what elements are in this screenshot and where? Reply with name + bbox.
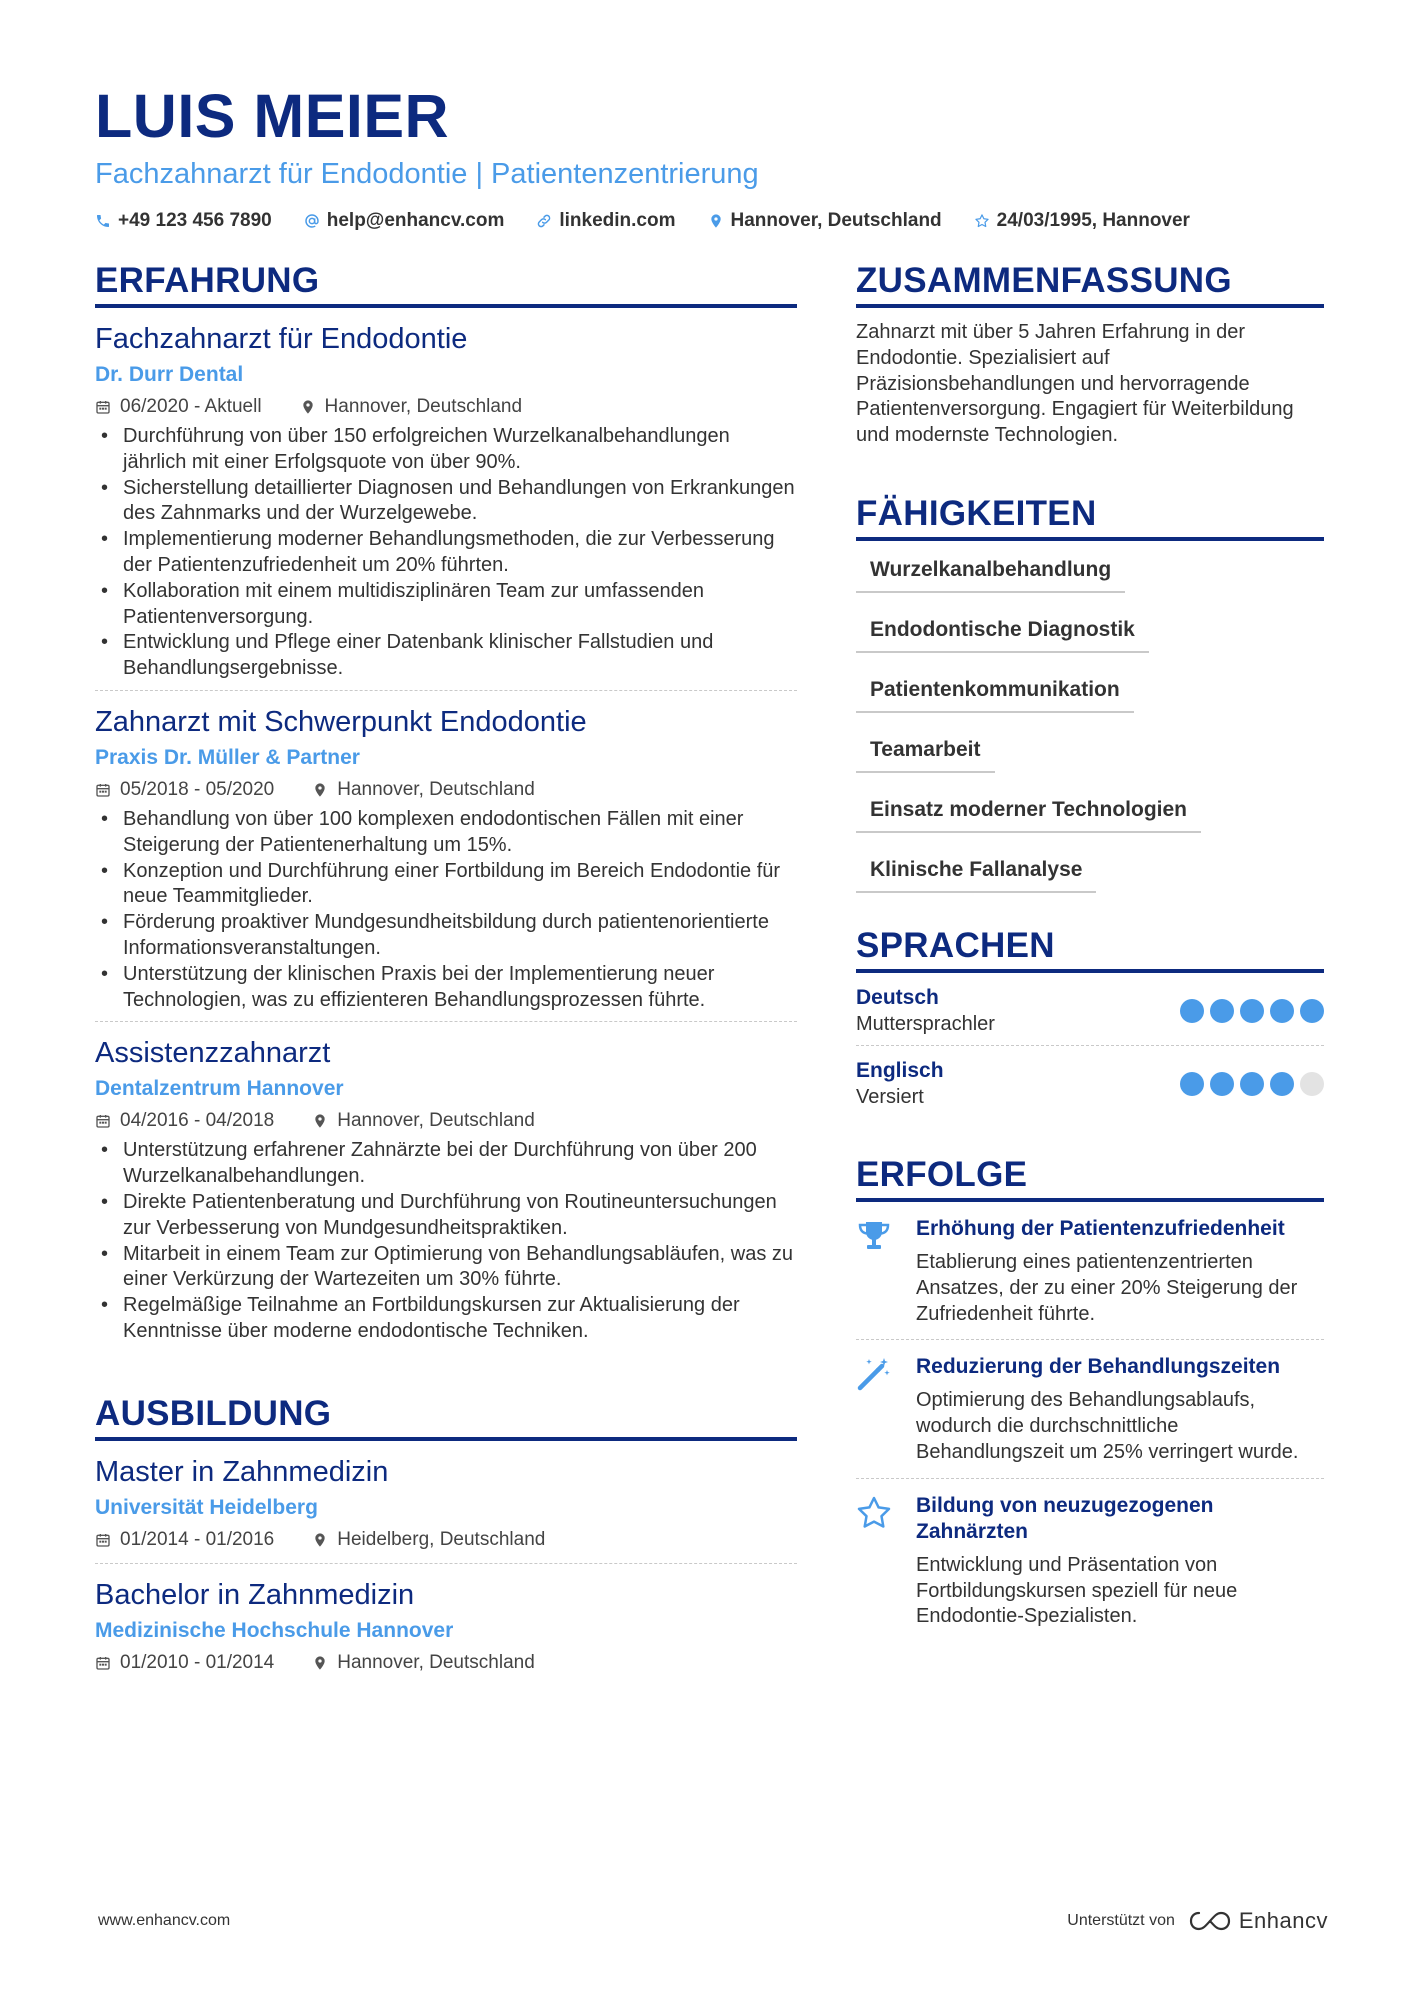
bullet: • Regelmäßige Teilnahme an Fortbildungskursen zur Aktualisierung der Kenntnisse über moderne endodontische Techniken. xyxy=(95,1293,797,1345)
birth-text: 24/03/1995, Hannover xyxy=(996,210,1190,231)
powered-by-label: Unterstützt von xyxy=(1067,1912,1175,1929)
education-meta xyxy=(95,1650,797,1676)
bullet: • Direkte Patientenberatung und Durchführung von Routineuntersuchungen zur Verbesserung von Mundgesundheitspraktiken. xyxy=(95,1190,797,1242)
education-location: Hannover, Deutschland xyxy=(337,1651,535,1673)
location-pin-icon xyxy=(312,1113,328,1129)
job-bullets xyxy=(95,424,797,682)
proficiency-dot-filled xyxy=(1300,999,1324,1023)
bullet: • Entwicklung und Pflege einer Datenbank klinischer Fallstudien und Behandlungsergebnisse. xyxy=(95,630,797,682)
skill-tag: Endodontische Diagnostik xyxy=(856,617,1149,653)
email-text: help@enhancv.com xyxy=(326,210,505,231)
bullet: • Unterstützung erfahrener Zahnärzte bei der Durchführung von über 200 Wurzelkanalbehandlungen. xyxy=(95,1138,797,1190)
experience-item xyxy=(95,308,797,691)
job-dates: 04/2016 - 04/2018 xyxy=(120,1110,275,1132)
skill-tag: Einsatz moderner Technologien xyxy=(856,797,1201,833)
job-bullets xyxy=(95,807,797,1013)
proficiency-dots xyxy=(1174,1072,1324,1096)
achievement-description: Etablierung eines patientenzentrierten Ansatzes, der zu einer 20% Steigerung der Zufriedenheit führte. xyxy=(916,1250,1298,1325)
calendar-icon xyxy=(95,1655,111,1671)
experience-heading: ERFAHRUNG xyxy=(95,260,797,308)
proficiency-dots xyxy=(1174,999,1324,1023)
degree-title: Master in Zahnmedizin xyxy=(95,1455,389,1488)
education-meta xyxy=(95,1527,797,1553)
contact-location xyxy=(708,210,942,232)
enhancv-logo-icon xyxy=(1187,1909,1233,1933)
language-name: Englisch xyxy=(856,1058,944,1082)
languages-heading: SPRACHEN xyxy=(856,925,1324,973)
bullet: • Konzeption und Durchführung einer Fortbildung im Bereich Endodontie für neue Teammitglieder. xyxy=(95,859,797,911)
company-name: Dentalzentrum Hannover xyxy=(95,1077,344,1101)
achievement-description: Optimierung des Behandlungsablaufs, wodurch die durchschnittliche Behandlungszeit um 25% verringert wurde. xyxy=(916,1389,1299,1463)
language-level: Muttersprachler xyxy=(856,1012,995,1035)
proficiency-dot-empty xyxy=(1300,1072,1324,1096)
location-pin-icon xyxy=(708,213,724,229)
bullet: • Förderung proaktiver Mundgesundheitsbildung durch patientenorientierte Informationsveranstaltungen. xyxy=(95,910,797,962)
education-item xyxy=(95,1564,797,1686)
bullet: • Implementierung moderner Behandlungsmethoden, die zur Verbesserung der Patientenzufriedenheit um 20% führten. xyxy=(95,527,797,579)
phone-text: +49 123 456 7890 xyxy=(118,210,272,231)
education-heading: AUSBILDUNG xyxy=(95,1393,797,1441)
bullet: • Unterstützung der klinischen Praxis bei der Implementierung neuer Technologien, was zu effizienteren Behandlungsprozessen führte. xyxy=(95,962,797,1014)
achievement-description: Entwicklung und Präsentation von Fortbildungskursen speziell für neue Endodontie-Spezialisten. xyxy=(916,1553,1238,1628)
calendar-icon xyxy=(95,1113,111,1129)
proficiency-dot-filled xyxy=(1270,999,1294,1023)
calendar-icon xyxy=(95,1532,111,1548)
powered-by xyxy=(1067,1908,1328,1934)
company-name: Praxis Dr. Müller & Partner xyxy=(95,745,360,769)
job-title: Fachzahnarzt für Endodontie xyxy=(95,323,468,355)
proficiency-dot-filled xyxy=(1240,1072,1264,1096)
brand-name: Enhancv xyxy=(1238,1908,1328,1933)
location-text: Hannover, Deutschland xyxy=(730,210,942,231)
bullet: • Kollaboration mit einem multidisziplinären Team zur umfassenden Patientenversorgung. xyxy=(95,579,797,631)
achievement-title: Reduzierung der Behandlungszeiten xyxy=(916,1355,1281,1379)
link-icon xyxy=(536,213,552,229)
location-pin-icon xyxy=(300,399,316,415)
right-column xyxy=(856,260,1324,1642)
contact-birth xyxy=(974,210,1190,232)
trophy-icon xyxy=(856,1218,892,1254)
job-title: Assistenzzahnarzt xyxy=(95,1037,331,1070)
education-dates: 01/2010 - 01/2014 xyxy=(120,1651,275,1673)
language-item xyxy=(856,973,1324,1046)
job-dates: 06/2020 - Aktuell xyxy=(120,396,262,417)
linkedin-text: linkedin.com xyxy=(559,210,676,231)
magic-wand-icon xyxy=(856,1356,892,1392)
candidate-name: LUIS MEIER xyxy=(95,82,450,150)
brand-logo[interactable] xyxy=(1187,1908,1328,1934)
bullet: • Durchführung von über 150 erfolgreichen Wurzelkanalbehandlungen jährlich mit einer Erfolgsquote von über 90%. xyxy=(95,424,797,476)
education-dates: 01/2014 - 01/2016 xyxy=(120,1528,275,1550)
bullet: • Behandlung von über 100 komplexen endodontischen Fällen mit einer Steigerung der Patientenerhaltung um 15%. xyxy=(95,807,797,859)
location-pin-icon xyxy=(312,1532,328,1548)
footer-url[interactable]: www.enhancv.com xyxy=(98,1912,231,1929)
contact-email[interactable] xyxy=(304,210,505,232)
calendar-icon xyxy=(95,782,111,798)
contact-linkedin[interactable] xyxy=(536,210,675,232)
contact-phone[interactable] xyxy=(95,210,272,232)
school-name: Universität Heidelberg xyxy=(95,1495,318,1519)
at-icon xyxy=(304,213,320,229)
page-footer xyxy=(98,1908,1328,1934)
star-outline-icon xyxy=(974,213,990,229)
proficiency-dot-filled xyxy=(1210,1072,1234,1096)
achievement-item xyxy=(856,1479,1324,1642)
proficiency-dot-filled xyxy=(1240,999,1264,1023)
skill-tag: Wurzelkanalbehandlung xyxy=(856,557,1125,593)
skills-list xyxy=(856,557,1324,917)
skill-tag: Patientenkommunikation xyxy=(856,677,1134,713)
language-level: Versiert xyxy=(856,1085,924,1108)
proficiency-dot-filled xyxy=(1210,999,1234,1023)
summary-heading: ZUSAMMENFASSUNG xyxy=(856,260,1324,308)
star-icon xyxy=(856,1495,892,1531)
job-dates: 05/2018 - 05/2020 xyxy=(120,778,275,800)
bullet: • Mitarbeit in einem Team zur Optimierung von Behandlungsabläufen, was zu einer Verkürzung der Wartezeiten um 30% führte. xyxy=(95,1242,797,1294)
experience-item xyxy=(95,1022,797,1352)
language-name: Deutsch xyxy=(856,985,939,1009)
job-bullets xyxy=(95,1138,797,1344)
proficiency-dot-filled xyxy=(1270,1072,1294,1096)
job-meta xyxy=(95,1108,797,1134)
education-item xyxy=(95,1441,797,1564)
skill-tag: Teamarbeit xyxy=(856,737,995,773)
language-item xyxy=(856,1046,1324,1118)
degree-title: Bachelor in Zahnmedizin xyxy=(95,1578,415,1611)
job-meta xyxy=(95,394,797,420)
job-title: Zahnarzt mit Schwerpunkt Endodontie xyxy=(95,705,587,738)
skills-heading: FÄHIGKEITEN xyxy=(856,493,1324,541)
job-location: Hannover, Deutschland xyxy=(337,778,535,800)
calendar-icon xyxy=(95,399,111,415)
company-name: Dr. Durr Dental xyxy=(95,363,244,386)
achievement-title: Bildung von neuzugezogenen Zahnärzten xyxy=(916,1493,1214,1543)
job-location: Hannover, Deutschland xyxy=(324,396,523,417)
achievement-item xyxy=(856,1340,1324,1478)
achievement-title: Erhöhung der Patientenzufriedenheit xyxy=(916,1216,1285,1240)
experience-item xyxy=(95,691,797,1022)
achievements-heading: ERFOLGE xyxy=(856,1154,1324,1202)
education-location: Heidelberg, Deutschland xyxy=(337,1528,546,1550)
contact-bar xyxy=(95,210,1335,232)
resume-header xyxy=(95,80,1335,232)
job-location: Hannover, Deutschland xyxy=(337,1110,535,1132)
candidate-headline: Fachzahnarzt für Endodontie | Patientenzentrierung xyxy=(95,158,759,190)
location-pin-icon xyxy=(312,1655,328,1671)
proficiency-dot-filled xyxy=(1180,999,1204,1023)
achievement-item xyxy=(856,1202,1324,1340)
job-meta xyxy=(95,777,797,803)
bullet: • Sicherstellung detaillierter Diagnosen und Behandlungen von Erkrankungen des Zahnmarks und der Wurzelgewebe. xyxy=(95,476,797,528)
skill-tag: Klinische Fallanalyse xyxy=(856,857,1096,893)
summary-text: Zahnarzt mit über 5 Jahren Erfahrung in der Endodontie. Spezialisiert auf Präzisionsbehandlungen und hervorragende Patientenversorgung. Engagiert für Weiterbildung und modernste Technologien. xyxy=(856,321,1294,447)
school-name: Medizinische Hochschule Hannover xyxy=(95,1618,454,1642)
phone-icon xyxy=(95,213,111,229)
proficiency-dot-filled xyxy=(1180,1072,1204,1096)
location-pin-icon xyxy=(312,782,328,798)
left-column xyxy=(95,260,797,1686)
